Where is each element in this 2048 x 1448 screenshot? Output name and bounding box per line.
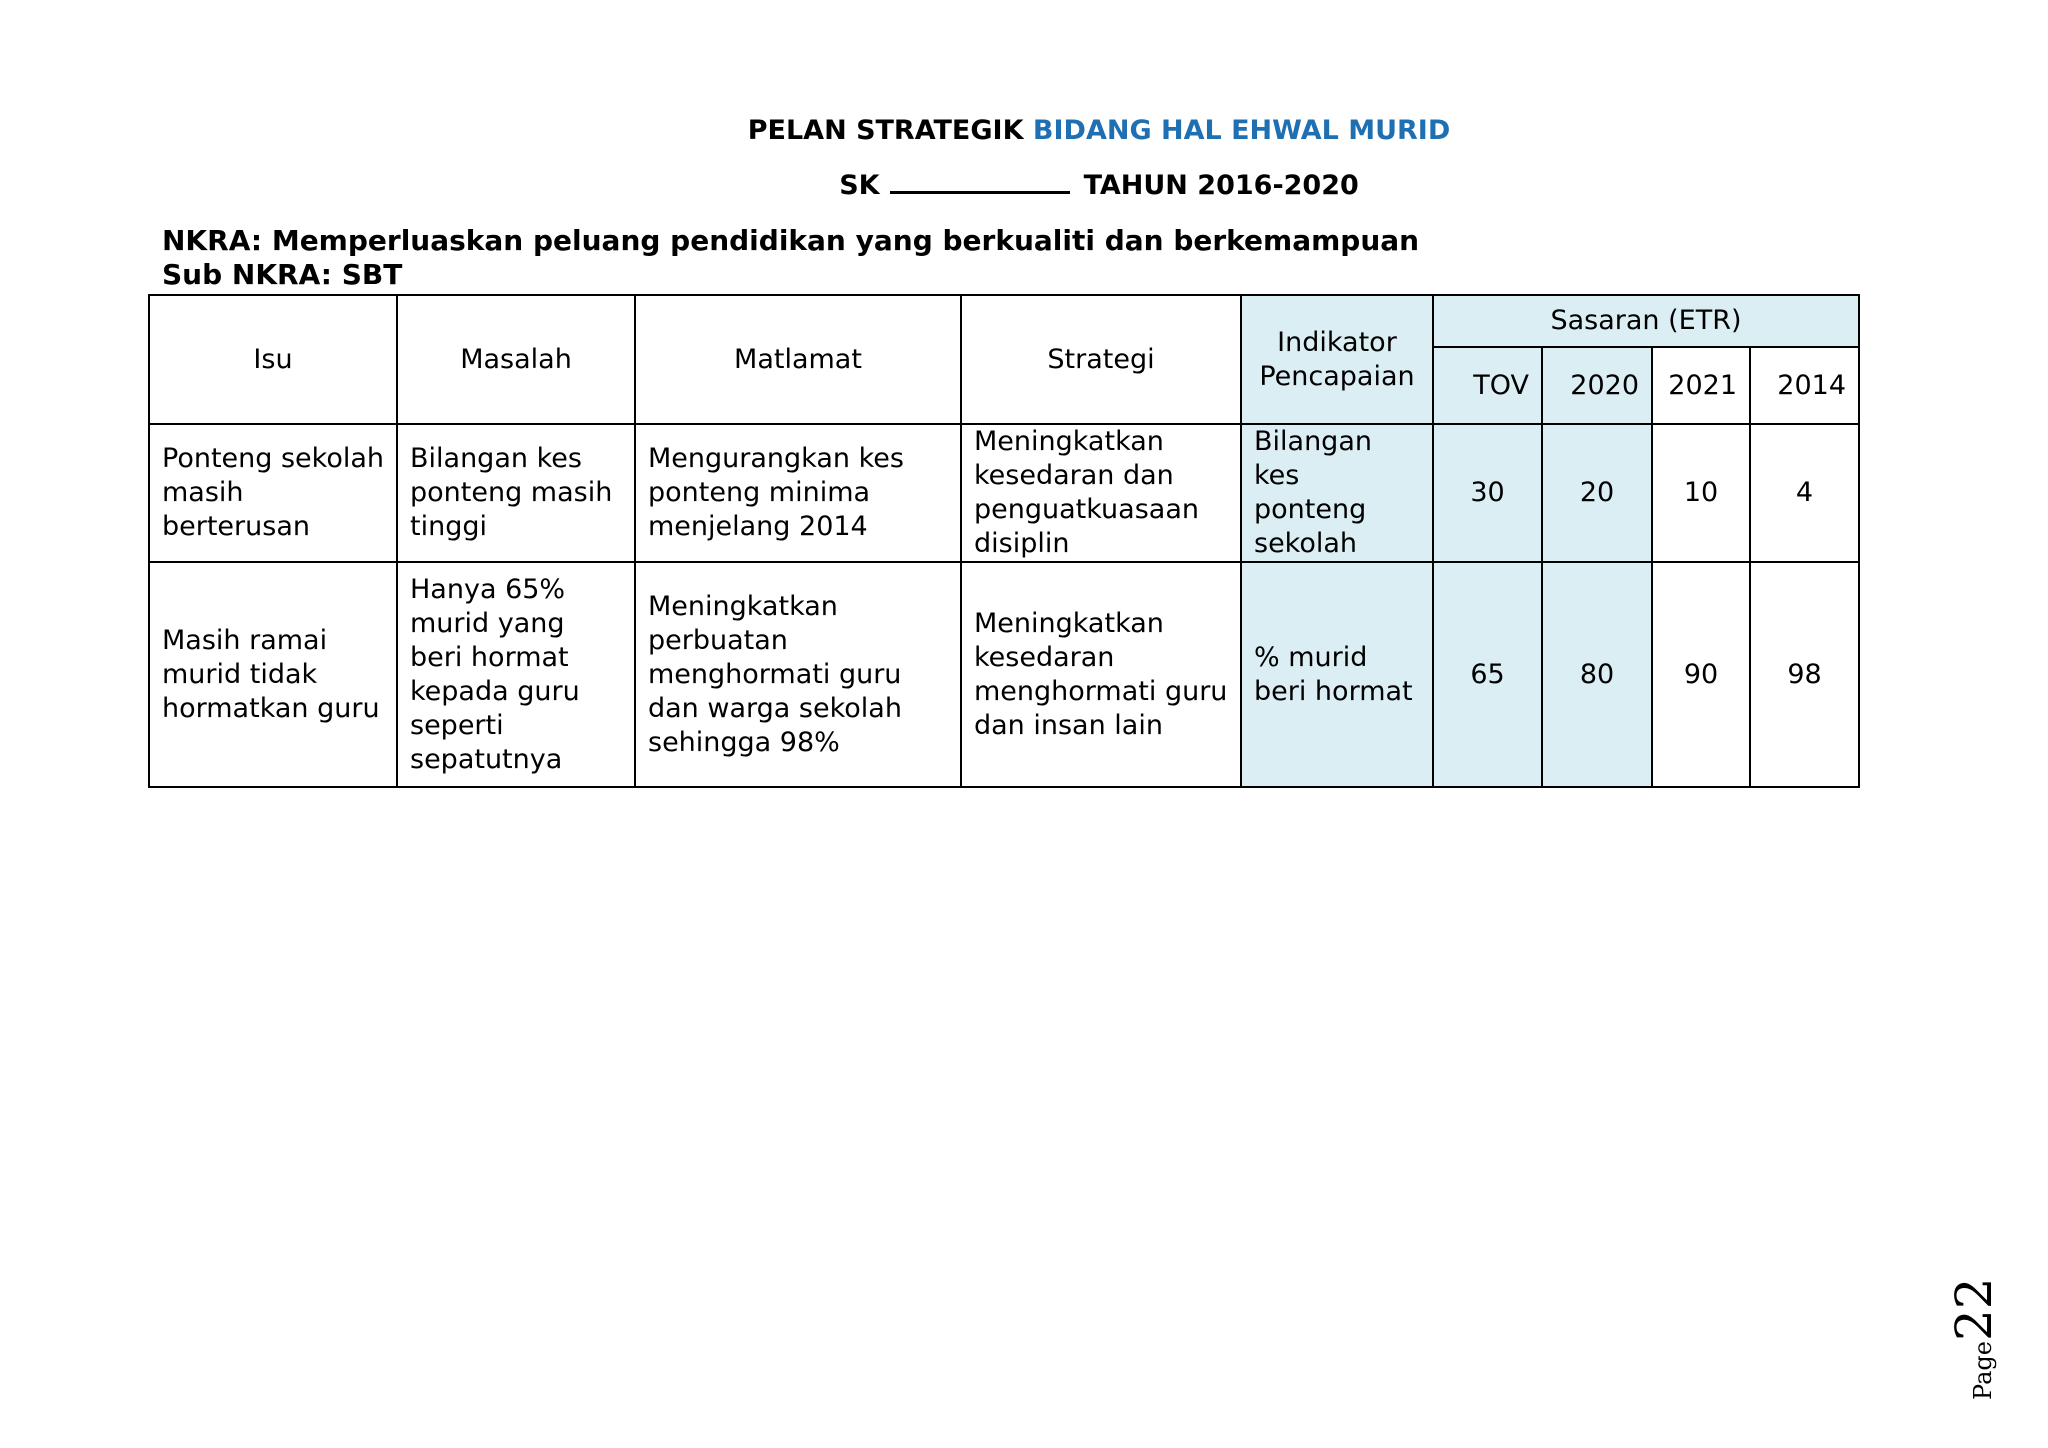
sub-nkra-line: Sub NKRA: SBT	[162, 258, 403, 291]
page-subtitle	[75, 169, 2048, 203]
subtitle-suffix: TAHUN 2016-2020	[1083, 170, 1359, 201]
school-name-blank	[890, 169, 1070, 194]
table-row	[149, 424, 1859, 562]
header-year-2021: 2021	[1652, 347, 1750, 424]
header-tov: TOV	[1433, 347, 1542, 424]
header-year-2014: 2014	[1750, 347, 1859, 424]
header-strategi: Strategi	[961, 295, 1241, 424]
cell-indikator: Bilangan kes ponteng sekolah	[1241, 424, 1433, 562]
cell-matlamat: Meningkatkan perbuatan menghormati guru dan warga sekolah sehingga 98%	[635, 562, 961, 787]
table-header-row	[149, 295, 1859, 347]
header-sasaran: Sasaran (ETR)	[1433, 295, 1859, 347]
page-number	[1945, 1277, 2003, 1400]
cell-year-2021: 90	[1652, 562, 1750, 787]
strategic-plan-table	[148, 294, 1860, 788]
page-number-value: 22	[1945, 1277, 2003, 1342]
cell-tov: 65	[1433, 562, 1542, 787]
cell-isu: Ponteng sekolah masih berterusan	[149, 424, 397, 562]
subtitle-prefix: SK	[839, 170, 880, 201]
header-matlamat: Matlamat	[635, 295, 961, 424]
header-isu: Isu	[149, 295, 397, 424]
page-title	[75, 114, 2048, 148]
header-year-2020: 2020	[1542, 347, 1652, 424]
header-masalah: Masalah	[397, 295, 635, 424]
title-highlight: BIDANG HAL EHWAL MURID	[1032, 115, 1451, 146]
cell-strategi: Meningkatkan kesedaran dan penguatkuasaan disiplin	[961, 424, 1241, 562]
cell-indikator: % murid beri hormat	[1241, 562, 1433, 787]
cell-year-2014: 98	[1750, 562, 1859, 787]
cell-masalah: Hanya 65% murid yang beri hormat kepada guru seperti sepatutnya	[397, 562, 635, 787]
cell-strategi: Meningkatkan kesedaran menghormati guru dan insan lain	[961, 562, 1241, 787]
cell-masalah: Bilangan kes ponteng masih tinggi	[397, 424, 635, 562]
cell-tov: 30	[1433, 424, 1542, 562]
cell-year-2021: 10	[1652, 424, 1750, 562]
cell-year-2020: 20	[1542, 424, 1652, 562]
nkra-line: NKRA: Memperluaskan peluang pendidikan yang berkualiti dan berkemampuan	[162, 224, 1420, 257]
title-prefix: PELAN STRATEGIK	[747, 115, 1024, 146]
header-indikator: Indikator Pencapaian	[1241, 295, 1433, 424]
table-row	[149, 562, 1859, 787]
cell-isu: Masih ramai murid tidak hormatkan guru	[149, 562, 397, 787]
page-label: Page	[1969, 1341, 1997, 1400]
cell-matlamat: Mengurangkan kes ponteng minima menjelang 2014	[635, 424, 961, 562]
cell-year-2014: 4	[1750, 424, 1859, 562]
cell-year-2020: 80	[1542, 562, 1652, 787]
